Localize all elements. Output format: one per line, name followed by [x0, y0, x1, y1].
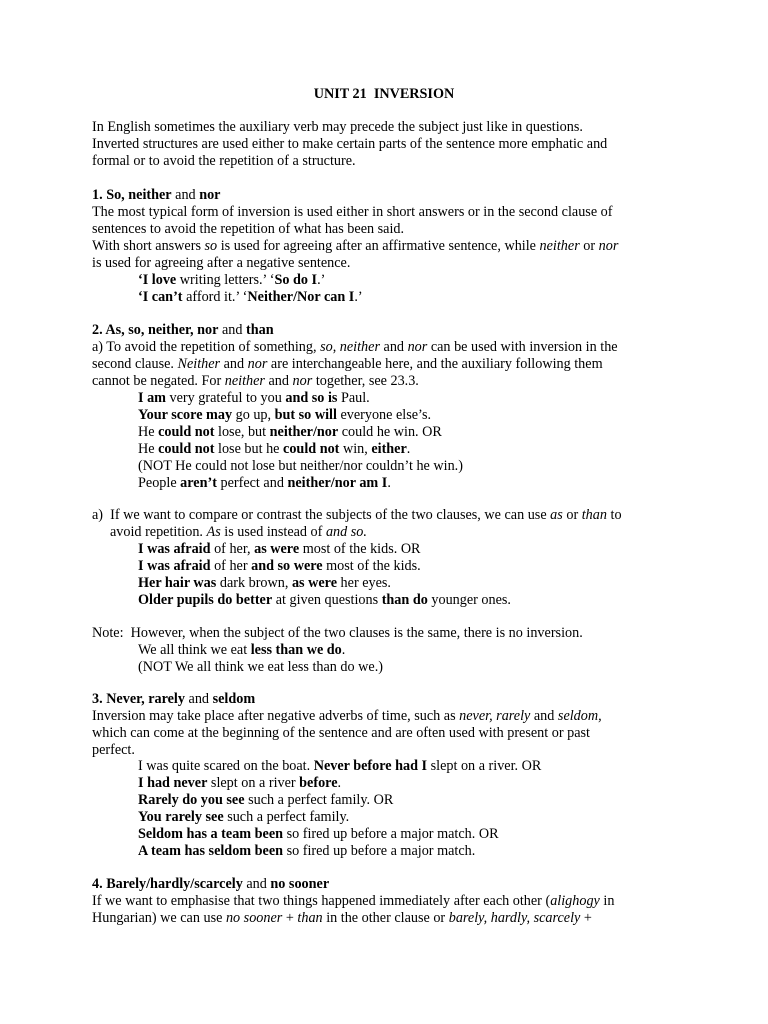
text-segment: sentences to avoid the repetition of what has been said. — [92, 221, 405, 237]
text-segment: He — [138, 441, 159, 457]
bold-text: Your score may — [138, 407, 233, 423]
bold-text: before — [299, 775, 338, 791]
text-line — [92, 153, 356, 170]
text-line — [138, 575, 391, 592]
bold-text: nor — [199, 187, 221, 203]
bold-text: than — [245, 322, 274, 338]
text-line — [110, 524, 367, 541]
text-segment: and — [220, 356, 248, 372]
bold-text: Neither/Nor can I — [247, 289, 355, 305]
text-segment: everyone else’s. — [336, 407, 432, 423]
text-segment: Inverted structures are used either to make certain parts of the sentence more emphatic and — [92, 136, 608, 152]
bold-text: Never before had I — [313, 758, 428, 774]
text-segment: to — [606, 507, 622, 523]
text-line — [92, 373, 419, 390]
text-line — [92, 742, 135, 759]
text-segment: . — [341, 642, 346, 658]
text-segment: second clause. — [92, 356, 178, 372]
text-segment: perfect and — [216, 475, 288, 491]
text-line — [92, 893, 614, 910]
text-line — [138, 424, 442, 441]
text-segment: cannot be negated. For — [92, 373, 225, 389]
text-segment: younger ones. — [427, 592, 511, 608]
text-segment: (NOT We all think we eat less than do we.) — [138, 659, 383, 675]
bold-text: ‘I love — [138, 272, 177, 288]
text-line — [138, 458, 463, 475]
text-segment: is used for agreeing after a negative sentence. — [92, 255, 351, 271]
bold-text: and so is — [285, 390, 338, 406]
italic-text: alighogy — [550, 893, 600, 909]
text-segment: a) To avoid the repetition of something, — [92, 339, 321, 355]
italic-text: Neither — [177, 356, 221, 372]
bold-text: 4. Barely/hardly/scarcely — [92, 876, 243, 892]
text-line — [138, 558, 421, 575]
text-segment: dark brown, — [216, 575, 292, 591]
text-segment: and — [184, 691, 213, 707]
bold-text: could not — [158, 441, 215, 457]
text-line — [138, 407, 431, 424]
bold-text: I am — [138, 390, 166, 406]
italic-text: no sooner — [225, 910, 283, 926]
italic-text: neither — [339, 339, 380, 355]
bold-text: aren’t — [180, 475, 217, 491]
bold-text: You rarely see — [138, 809, 224, 825]
bold-text: I was afraid — [138, 558, 211, 574]
text-segment: most of the kids. OR — [299, 541, 421, 557]
italic-text: nor — [407, 339, 428, 355]
text-segment: in the other clause or — [322, 910, 449, 926]
page-title: UNIT 21 INVERSION — [313, 86, 455, 102]
text-segment: The most typical form of inversion is used either in short answers or in the second clause of — [92, 204, 613, 220]
bold-text: less than we do — [250, 642, 342, 658]
text-segment: Paul. — [337, 390, 370, 406]
italic-text: seldom, — [557, 708, 602, 724]
text-segment: in — [599, 893, 615, 909]
text-segment: .’ — [317, 272, 326, 288]
text-segment: afford it.’ ‘ — [182, 289, 248, 305]
text-segment: and — [171, 187, 200, 203]
text-segment: perfect. — [92, 742, 135, 758]
text-segment: He — [138, 424, 159, 440]
bold-text: 2. As, so, neither, nor — [92, 322, 219, 338]
text-segment: of her, — [210, 541, 255, 557]
text-segment: a) If we want to compare or contrast the subjects of the two clauses, we can use — [92, 507, 551, 523]
text-segment: and — [242, 876, 271, 892]
bold-text: Her hair was — [138, 575, 217, 591]
text-line — [138, 289, 363, 306]
text-segment: so fired up before a major match. — [283, 843, 476, 859]
text-segment: and — [218, 322, 246, 338]
text-segment: is used for agreeing after an affirmative sentence, while — [217, 238, 540, 254]
text-line — [138, 659, 383, 676]
bold-text: So do I — [274, 272, 318, 288]
text-line — [92, 238, 618, 255]
text-line — [92, 910, 592, 927]
text-segment: her eyes. — [337, 575, 391, 591]
text-segment: In English sometimes the auxiliary verb may precede the subject just like in questions. — [92, 119, 583, 135]
text-segment: and — [530, 708, 558, 724]
bold-text: neither/nor — [269, 424, 339, 440]
text-line — [92, 876, 329, 893]
italic-text: nor — [598, 238, 619, 254]
text-line — [92, 322, 274, 339]
text-segment: If we want to emphasise that two things happened immediately after each other ( — [92, 893, 551, 909]
text-line — [138, 272, 325, 289]
italic-text: As — [206, 524, 221, 540]
text-segment: lose, but — [214, 424, 270, 440]
text-segment: or — [579, 238, 599, 254]
text-segment: or — [562, 507, 582, 523]
text-segment: Inversion may take place after negative adverbs of time, such as — [92, 708, 460, 724]
bold-text: Seldom has a team been — [138, 826, 284, 842]
text-segment: avoid repetition. — [110, 524, 207, 540]
text-line — [138, 541, 421, 558]
text-line — [138, 758, 541, 775]
text-segment: which can come at the beginning of the sentence and are often used with present or past — [92, 725, 590, 741]
text-segment: . — [337, 775, 342, 791]
text-line — [92, 691, 255, 708]
text-segment: formal or to avoid the repetition of a structure. — [92, 153, 356, 169]
text-line — [138, 843, 475, 860]
text-segment: such a perfect family. — [223, 809, 350, 825]
bold-text: ‘I can’t — [138, 289, 183, 305]
text-segment: are interchangeable here, and the auxiliary following them — [267, 356, 603, 372]
text-line — [92, 136, 607, 153]
italic-text: barely, hardly, scarcely — [448, 910, 581, 926]
bold-text: Older pupils do better — [138, 592, 273, 608]
italic-text: nor — [247, 356, 268, 372]
bold-text: and so were — [251, 558, 323, 574]
italic-text: neither — [224, 373, 265, 389]
italic-text: as — [550, 507, 563, 523]
bold-text: Rarely do you see — [138, 792, 245, 808]
text-line — [138, 475, 391, 492]
text-line — [92, 339, 618, 356]
text-segment: and — [264, 373, 293, 389]
text-segment: .’ — [354, 289, 363, 305]
text-line — [92, 708, 602, 725]
bold-text: no sooner — [270, 876, 330, 892]
bold-text: either — [371, 441, 407, 457]
text-segment: at given questions — [272, 592, 382, 608]
text-segment: lose but he — [214, 441, 284, 457]
text-segment: slept on a river. OR — [427, 758, 542, 774]
text-line — [92, 255, 350, 272]
text-segment: is used instead of — [220, 524, 326, 540]
bold-text: I had never — [138, 775, 208, 791]
text-segment: can be used with inversion in the — [427, 339, 618, 355]
text-segment: We all think we eat — [138, 642, 251, 658]
text-segment: I was quite scared on the boat. — [138, 758, 314, 774]
italic-text: so — [204, 238, 218, 254]
text-line — [92, 356, 603, 373]
text-segment: together, see 23.3. — [312, 373, 419, 389]
bold-text: than do — [381, 592, 428, 608]
text-line — [92, 119, 583, 136]
bold-text: as were — [254, 541, 300, 557]
text-segment: of her — [210, 558, 252, 574]
text-segment: most of the kids. — [322, 558, 421, 574]
bold-text: 1. So, neither — [92, 187, 172, 203]
text-segment: + — [580, 910, 592, 926]
text-line — [92, 204, 612, 221]
italic-text: never, rarely — [459, 708, 531, 724]
italic-text: than — [297, 910, 323, 926]
text-line — [92, 187, 220, 204]
italic-text: than — [581, 507, 607, 523]
text-line — [92, 507, 622, 524]
text-line — [138, 441, 410, 458]
text-segment: . — [406, 441, 411, 457]
text-segment: Hungarian) we can use — [92, 910, 226, 926]
text-segment: such a perfect family. OR — [244, 792, 394, 808]
bold-text: but so will — [274, 407, 337, 423]
text-line — [92, 221, 404, 238]
text-line — [138, 809, 349, 826]
text-line — [138, 792, 393, 809]
bold-text: neither/nor am I — [287, 475, 388, 491]
text-line — [138, 390, 370, 407]
italic-text: and so. — [325, 524, 367, 540]
bold-text: seldom — [212, 691, 256, 707]
text-segment: so fired up before a major match. OR — [283, 826, 499, 842]
text-segment: Note: However, when the subject of the two clauses is the same, there is no inversion. — [92, 625, 583, 641]
text-line — [138, 826, 499, 843]
text-segment: (NOT He could not lose but neither/nor couldn’t he win.) — [138, 458, 463, 474]
italic-text: so — [320, 339, 333, 355]
bold-text: A team has seldom been — [138, 843, 284, 859]
text-line — [92, 625, 583, 642]
bold-text: I was afraid — [138, 541, 211, 557]
text-segment: win, — [339, 441, 372, 457]
text-segment: slept on a river — [207, 775, 300, 791]
italic-text: nor — [292, 373, 313, 389]
bold-text: 3. Never, rarely — [92, 691, 185, 707]
bold-text: as were — [291, 575, 337, 591]
text-segment: , — [332, 339, 340, 355]
text-segment: + — [282, 910, 298, 926]
text-line — [138, 592, 511, 609]
text-line — [138, 642, 345, 659]
italic-text: neither — [539, 238, 580, 254]
bold-text: could not — [283, 441, 340, 457]
text-segment: writing letters.’ ‘ — [176, 272, 275, 288]
text-segment: could he win. OR — [338, 424, 442, 440]
text-segment: go up, — [232, 407, 275, 423]
text-segment: With short answers — [92, 238, 205, 254]
bold-text: could not — [158, 424, 215, 440]
text-segment: . — [387, 475, 391, 491]
text-line — [138, 775, 341, 792]
text-segment: and — [379, 339, 408, 355]
text-segment: People — [138, 475, 181, 491]
text-segment: very grateful to you — [165, 390, 286, 406]
text-line — [92, 725, 590, 742]
